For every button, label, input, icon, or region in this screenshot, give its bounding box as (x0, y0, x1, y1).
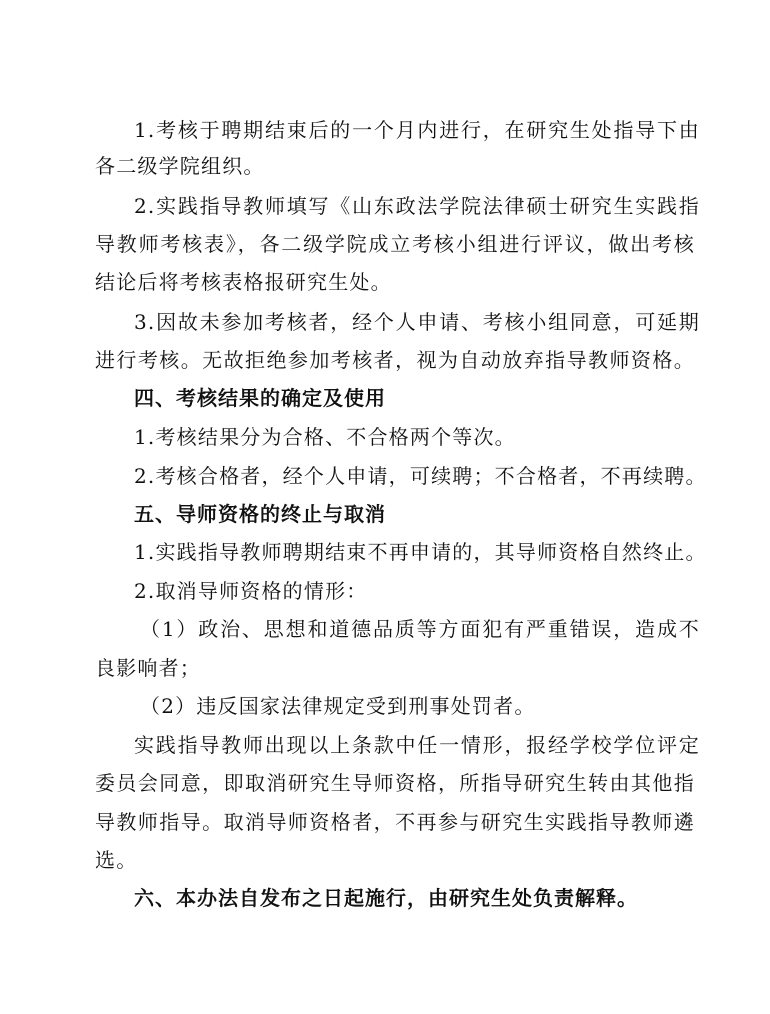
paragraph-line: 良影响者； (95, 656, 201, 680)
paragraph-line: 2.取消导师资格的情形： (134, 579, 368, 603)
paragraph-line: 委员会同意，即取消研究生导师资格，所指导研究生转由其他指 (95, 771, 695, 795)
section-heading: 四、考核结果的确定及使用 (134, 386, 386, 410)
paragraph-line: 1.实践指导教师聘期结束不再申请的，其导师资格自然终止。 (134, 540, 707, 564)
section-heading: 五、导师资格的终止与取消 (134, 502, 386, 526)
paragraph-line: 2.实践指导教师填写《山东政法学院法律硕士研究生实践指 (134, 194, 700, 218)
paragraph-line: 结论后将考核表格报研究生处。 (95, 270, 392, 294)
paragraph-line: 各二级学院组织。 (95, 154, 265, 178)
paragraph-line: 实践指导教师出现以上条款中任一情形，报经学校学位评定 (134, 733, 700, 757)
paragraph-line: 3.因故未参加考核者，经个人申请、考核小组同意，可延期 (134, 310, 700, 334)
paragraph-line: （2）违反国家法律规定受到刑事处罚者。 (140, 694, 536, 718)
paragraph-line: 进行考核。无故拒绝参加考核者，视为自动放弃指导教师资格。 (95, 348, 695, 372)
paragraph-line: 导教师指导。取消导师资格者，不再参与研究生实践指导教师遴 (95, 810, 695, 834)
paragraph-line: 1.考核于聘期结束后的一个月内进行，在研究生处指导下由 (134, 118, 700, 142)
paragraph-line: 1.考核结果分为合格、不合格两个等次。 (134, 425, 516, 449)
paragraph-line: （1）政治、思想和道德品质等方面犯有严重错误，造成不 (140, 617, 700, 641)
section-heading: 六、本办法自发布之日起施行，由研究生处负责解释。 (134, 886, 638, 910)
paragraph-line: 导教师考核表》，各二级学院成立考核小组进行评议，做出考核 (95, 232, 695, 256)
paragraph-line: 2.考核合格者，经个人申请，可续聘；不合格者，不再续聘。 (134, 464, 707, 488)
paragraph-line: 选。 (95, 848, 138, 872)
